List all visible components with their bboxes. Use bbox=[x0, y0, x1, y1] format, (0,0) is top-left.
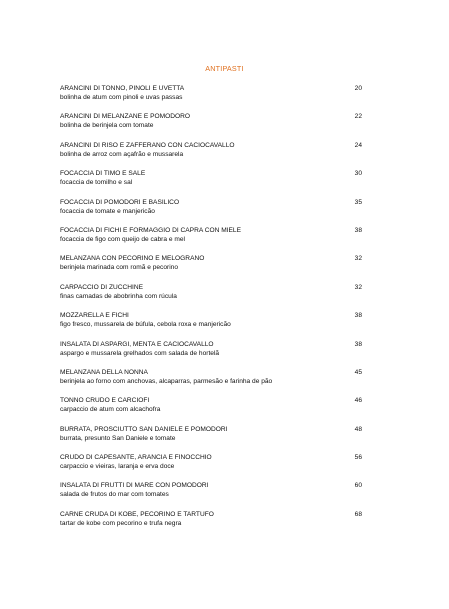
menu-item-price: 45 bbox=[354, 368, 362, 376]
menu-item-description: berinjela ao forno com anchovas, alcaparras, parmesão e farinha de pão bbox=[60, 377, 273, 385]
menu-item-price: 32 bbox=[354, 283, 362, 291]
menu-item-name: CRUDO DI CAPESANTE, ARANCIA E FINOCCHIO bbox=[60, 454, 212, 462]
menu-item bbox=[60, 482, 362, 510]
menu-item-description: tartar de kobe com pecorino e trufa negra bbox=[60, 519, 182, 527]
menu-item-price: 38 bbox=[354, 340, 362, 348]
menu-item-price: 46 bbox=[354, 397, 362, 405]
menu-item bbox=[60, 227, 362, 255]
menu-item-name: INSALATA DI ASPARGI, MENTA E CACIOCAVALLO bbox=[60, 340, 214, 348]
menu-item-description: bolinha de atum com pinoli e uvas passas bbox=[60, 94, 183, 101]
menu-item-name: CARNE CRUDA DI KOBE, PECORINO E TARTUFO bbox=[60, 510, 214, 518]
menu-item-name: FOCACCIA DI FICHI E FORMAGGIO DI CAPRA CON MIELE bbox=[60, 226, 241, 234]
menu-item-name: FOCACCIA DI POMODORI E BASILICO bbox=[60, 198, 180, 206]
menu-item-description: carpaccio de atum com alcachofra bbox=[60, 406, 161, 414]
menu-item-price: 30 bbox=[354, 170, 362, 178]
menu-item-name: MELANZANA CON PECORINO E MELOGRANO bbox=[60, 255, 205, 263]
menu-item-name: FOCACCIA DI TIMO E SALE bbox=[60, 170, 146, 178]
menu-item-price: 48 bbox=[354, 425, 362, 433]
menu-item bbox=[60, 426, 362, 454]
menu-item bbox=[60, 341, 362, 369]
menu-item-description: bolinha de berinjela com tomate bbox=[60, 122, 154, 130]
menu-item-price: 20 bbox=[354, 85, 362, 92]
menu-item-name: ARANCINI DI RISO E ZAFFERANO CON CACIOCAVALLO bbox=[60, 141, 235, 149]
menu-item-name: BURRATA, PROSCIUTTO SAN DANIELE E POMODORI bbox=[60, 425, 228, 433]
menu-item-description: focaccia de tomate e manjericão bbox=[60, 207, 155, 215]
menu-item-description: carpaccio e vieiras, laranja e erva doce bbox=[60, 463, 175, 471]
menu-item-name: MOZZARELLA E FICHI bbox=[60, 312, 129, 320]
menu-item-name: ARANCINI DI MELANZANE E POMODORO bbox=[60, 113, 191, 121]
menu-item-price: 35 bbox=[354, 198, 362, 206]
menu-item-description: figo fresco, mussarela de búfula, cebola roxa e manjericão bbox=[60, 321, 231, 329]
menu-item-description: berinjela marinada com romã e pecorino bbox=[60, 264, 179, 272]
menu-item bbox=[60, 397, 362, 425]
menu-item-description: aspargo e mussarela grelhados com salada de hortelã bbox=[60, 349, 220, 357]
menu-item-list bbox=[60, 85, 362, 539]
menu-item-description: salada de frutos do mar com tomates bbox=[60, 491, 169, 499]
menu-item-name: INSALATA DI FRUTTI DI MARE CON POMODORI bbox=[60, 482, 209, 490]
menu-item bbox=[60, 369, 362, 397]
menu-item-name: MELANZANA DELLA NONNA bbox=[60, 368, 148, 376]
menu-item-name: ARANCINI DI TONNO, PINOLI E UVETTA bbox=[60, 85, 185, 92]
menu-item-price: 22 bbox=[354, 113, 362, 121]
menu-item-description: finas camadas de abobrinha com rúcula bbox=[60, 292, 177, 300]
menu-item-price: 38 bbox=[354, 226, 362, 234]
menu-item-price: 24 bbox=[354, 141, 362, 149]
menu-item-price: 56 bbox=[354, 454, 362, 462]
menu-item bbox=[60, 85, 362, 113]
menu-item-price: 38 bbox=[354, 312, 362, 320]
menu-item bbox=[60, 170, 362, 198]
menu-item bbox=[60, 454, 362, 482]
menu-item-price: 60 bbox=[354, 482, 362, 490]
menu-item-description: focaccia de figo com queijo de cabra e mel bbox=[60, 235, 185, 243]
section-title: ANTIPASTI bbox=[205, 64, 244, 73]
menu-item bbox=[60, 255, 362, 283]
menu-item-price: 68 bbox=[354, 510, 362, 518]
menu-item bbox=[60, 284, 362, 312]
menu-item bbox=[60, 199, 362, 227]
menu-item-description: burrata, presunto San Daniele e tomate bbox=[60, 434, 176, 442]
menu-item-name: CARPACCIO DI ZUCCHINE bbox=[60, 283, 144, 291]
menu-item bbox=[60, 142, 362, 170]
menu-item-name: TONNO CRUDO E CARCIOFI bbox=[60, 397, 150, 405]
menu-item-description: bolinha de arroz com açafrão e mussarela bbox=[60, 150, 184, 158]
menu-item bbox=[60, 511, 362, 539]
menu-item-description: focaccia de tomilho e sal bbox=[60, 179, 133, 187]
menu-item bbox=[60, 113, 362, 141]
menu-item bbox=[60, 312, 362, 340]
menu-item-price: 32 bbox=[354, 255, 362, 263]
